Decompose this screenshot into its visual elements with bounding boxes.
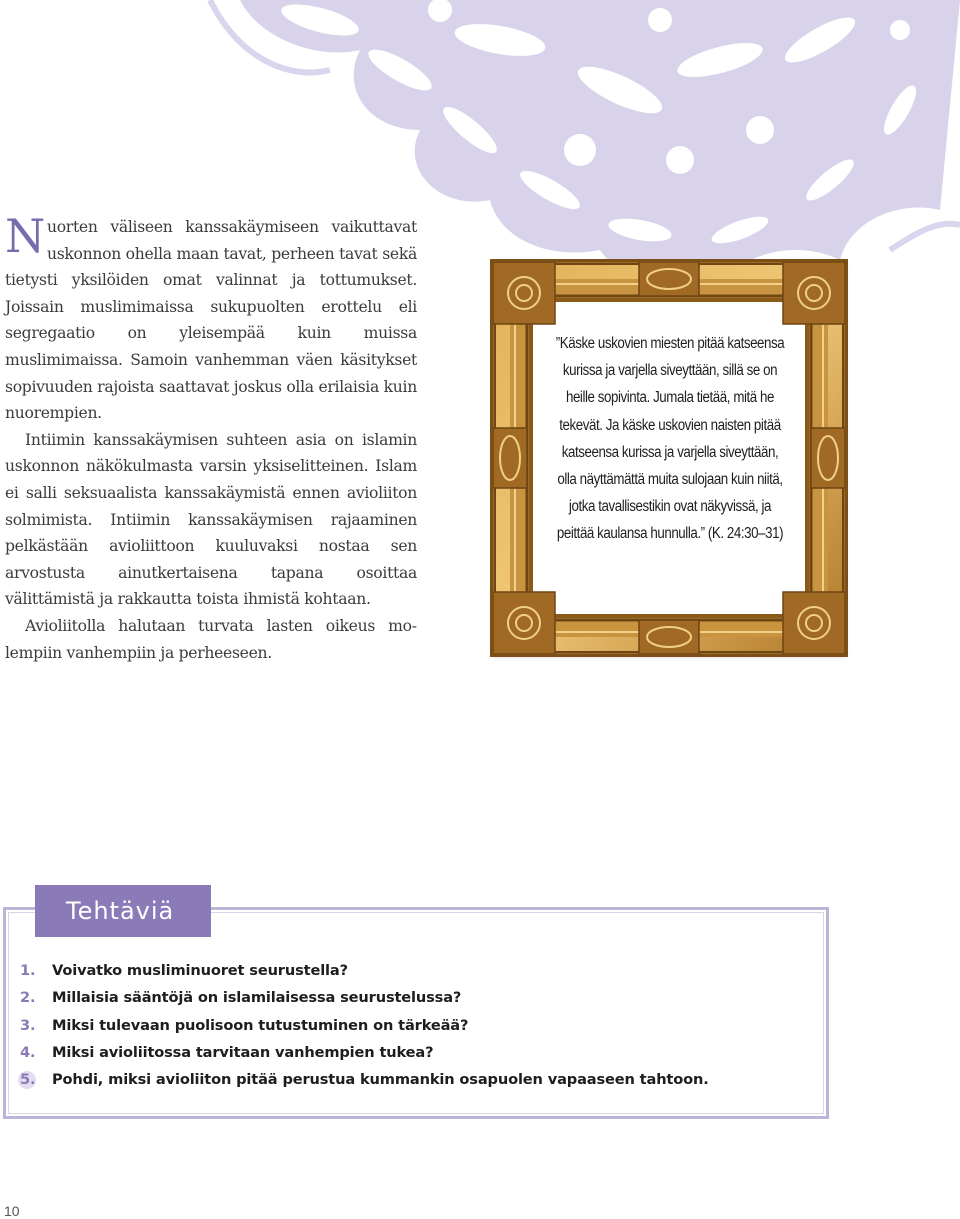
task-item — [20, 984, 709, 1011]
task-text: Miksi tulevaan puolisoon tutustuminen on tärkeää? — [52, 1016, 469, 1034]
task-item — [20, 1066, 709, 1093]
task-text: Voivatko musliminuoret seurustella? — [52, 962, 348, 979]
tasks-heading: Tehtäviä — [35, 885, 211, 937]
task-number: 4. — [20, 1043, 36, 1061]
body-text — [5, 209, 417, 666]
paragraph-2: Intiimin kanssakäymisen suhteen asia on islamin uskonnon näkökulmasta varsin yksiselitteinen. Islam ei salli seksuaalista kanssakäymistä ennen avioliiton solmimista. Intiimin kanssakäymisen rajaaminen pelkästään avioliittoon kuuluvaksi nostaa sen arvostusta ainutkertaisena tapana osoittaa välittämistä ja rakkautta toista ihmistä kohtaan. — [5, 430, 417, 609]
quran-quote: ”Käske uskovien miesten pitää katseensa kurissa ja varjella siveyttään, sillä se on heille sopivinta. Jumala tietää, mitä he tekevät. Ja käske uskovien naisten pitää katseensa kurissa ja varjella siveyttään, olla näyttämättä muita sulojaan kuin niitä, jotka tavallisestikin ovat näkyvissä, ja peittää kaulansa hunnulla.” (K. 24:30–31) — [555, 335, 785, 543]
task-item — [20, 957, 709, 984]
tasks-list — [20, 957, 709, 1093]
task-number: 5. — [20, 1071, 36, 1089]
paragraph-1: Nuorten väliseen kanssakäymiseen vaikuttavat uskonnon ohella maan tavat, perheen tavat sekä tietysti yksilöiden omat valinnat ja tottumukset. Joissain muslimimaissa sukupuolten erottelu eli segregaatio on yleisempää kuin muissa muslimimaissa. Samoin vanhemman väen käsitykset sopivuuden rajoista saattavat joskus olla erilaisia kuin nuorempien. — [5, 209, 417, 423]
task-text: Pohdi, miksi avioliiton pitää perustua kummankin osapuolen vapaaseen tahtoon. — [52, 1071, 709, 1089]
task-text: Miksi avioliitossa tarvitaan vanhempien tukea? — [52, 1043, 434, 1061]
paragraph-3: Avioliitolla halutaan turvata lasten oikeus molempiin vanhempiin ja perheeseen. — [5, 616, 417, 662]
task-number: 3. — [20, 1016, 36, 1034]
task-number: 1. — [20, 962, 36, 979]
task-item — [20, 1039, 709, 1066]
page-number: 10 — [4, 1203, 20, 1219]
task-number: 2. — [20, 989, 36, 1007]
task-text: Millaisia sääntöjä on islamilaisessa seurustelussa? — [52, 989, 462, 1007]
task-item — [20, 1012, 709, 1039]
drop-cap: N — [5, 209, 45, 263]
